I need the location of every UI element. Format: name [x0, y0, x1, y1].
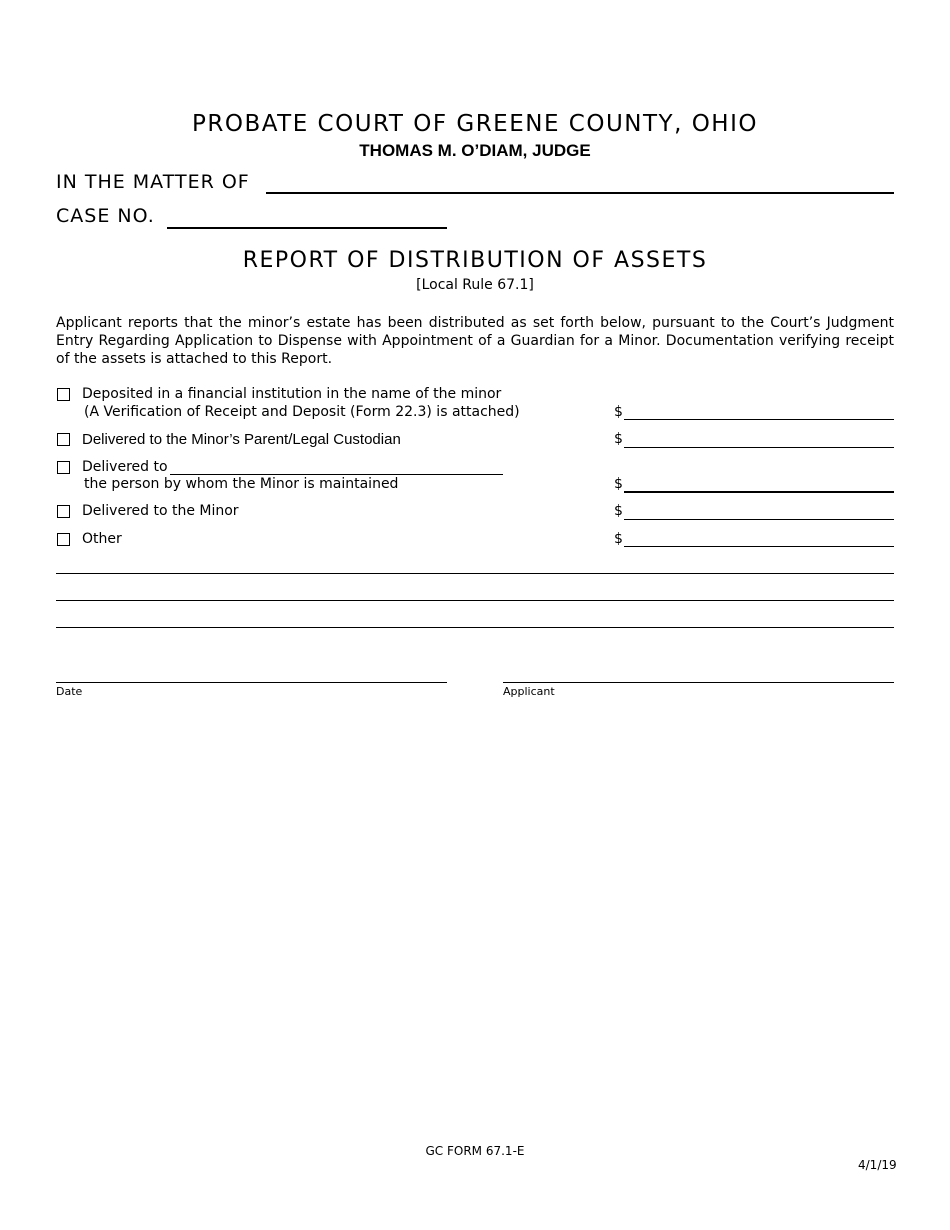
form-number: GC FORM 67.1-E [425, 1144, 525, 1158]
deposited-checkbox[interactable] [57, 388, 70, 401]
date-label: Date [56, 685, 83, 698]
maintained-by-label: the person by whom the Minor is maintained [84, 476, 399, 492]
parent-amount-line[interactable] [624, 447, 894, 448]
minor-label: Delivered to the Minor [82, 503, 239, 519]
delivered-to-amount-line[interactable] [624, 491, 894, 493]
other-amount-line[interactable] [624, 546, 894, 547]
court-title: PROBATE COURT OF GREENE COUNTY, OHIO [191, 111, 758, 137]
minor-amount-line[interactable] [624, 519, 894, 520]
explanation-line-3[interactable] [56, 627, 894, 628]
deposited-note: (A Verification of Receipt and Deposit (Form 22.3) is attached) [84, 404, 520, 420]
parent-label: Delivered to the Minor’s Parent/Legal Custodian [82, 431, 401, 448]
local-rule: [Local Rule 67.1] [416, 277, 534, 293]
delivered-to-label: Delivered to [82, 459, 168, 475]
date-line[interactable] [56, 682, 447, 683]
deposited-label: Deposited in a financial institution in the name of the minor [82, 386, 502, 402]
explanation-line-1[interactable] [56, 573, 894, 574]
applicant-label: Applicant [503, 685, 555, 698]
case-number-label: CASE NO. [56, 205, 155, 227]
other-label: Other [82, 531, 122, 547]
explanation-line-2[interactable] [56, 600, 894, 601]
applicant-signature-line[interactable] [503, 682, 894, 683]
report-title: REPORT OF DISTRIBUTION OF ASSETS [242, 248, 708, 273]
other-dollar: $ [614, 531, 623, 547]
minor-checkbox[interactable] [57, 505, 70, 518]
parent-checkbox[interactable] [57, 433, 70, 446]
matter-input-line[interactable] [266, 192, 894, 194]
deposited-dollar: $ [614, 404, 623, 420]
case-number-input-line[interactable] [167, 227, 447, 229]
matter-label: IN THE MATTER OF [56, 171, 250, 193]
intro-paragraph: Applicant reports that the minor’s estate has been distributed as set forth below, pursuant to the Court’s Judgment Entry Regarding Application to Dispense with Appointment of a Guardian for a Minor. Documentation verifying receipt of the assets is attached to this Report. [56, 315, 894, 367]
delivered-to-name-line[interactable] [170, 474, 503, 475]
revision-date: 4/1/19 [858, 1158, 897, 1172]
minor-dollar: $ [614, 503, 623, 519]
parent-dollar: $ [614, 431, 623, 447]
delivered-to-dollar: $ [614, 476, 623, 492]
judge-name: THOMAS M. O’DIAM, JUDGE [359, 141, 591, 160]
delivered-to-checkbox[interactable] [57, 461, 70, 474]
deposited-amount-line[interactable] [624, 419, 894, 420]
other-checkbox[interactable] [57, 533, 70, 546]
